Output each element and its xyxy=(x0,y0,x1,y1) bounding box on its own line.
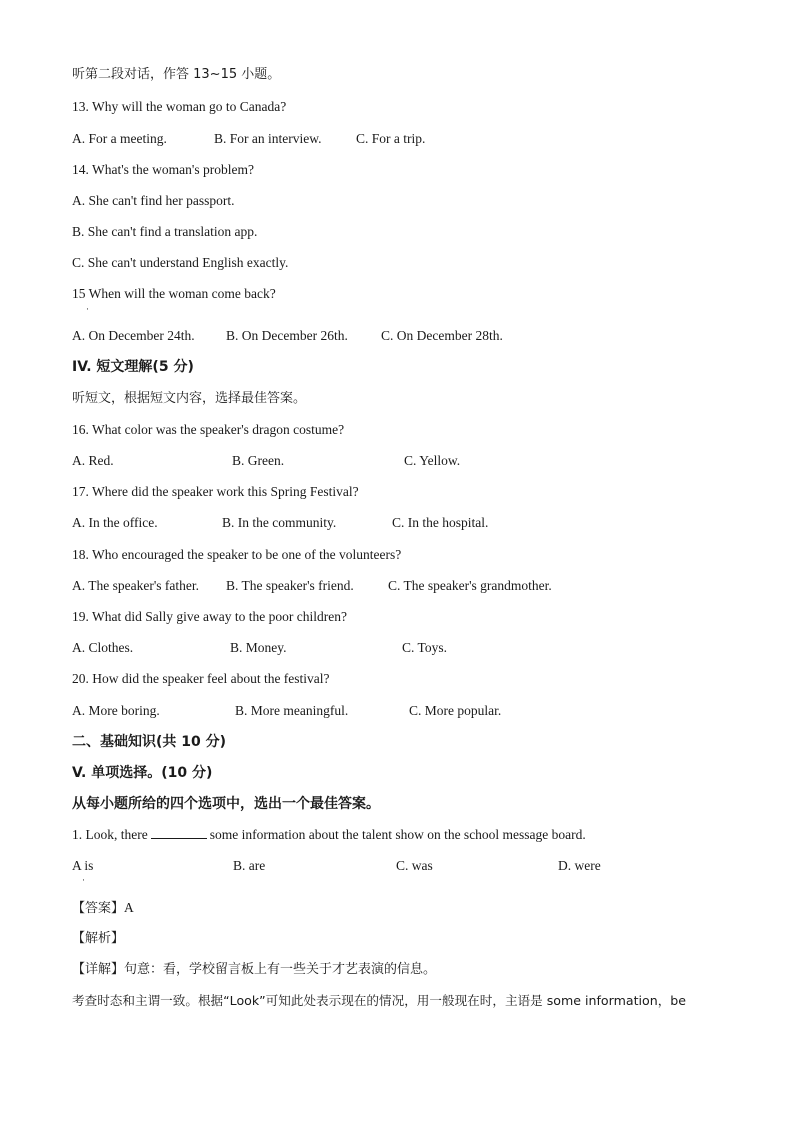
q15-option-a: A. On December 24th. xyxy=(72,328,195,343)
q18-option-a: A. The speaker's father. xyxy=(72,578,200,593)
q19-option-a: A. Clothes. xyxy=(72,640,134,655)
detail-text: 句意：看，学校留言板上有一些关于才艺表演的信息。 xyxy=(124,962,437,977)
mc1-option-d: D. were xyxy=(558,858,601,873)
q13-option-a: A. For a meeting. xyxy=(72,131,167,146)
answer-line xyxy=(72,899,134,918)
q13-option-c: C. For a trip. xyxy=(356,131,426,146)
question-15: 15 When will the woman come back? xyxy=(72,286,276,301)
question-16: 16. What color was the speaker's dragon costume? xyxy=(72,422,345,437)
section-5-instruction: 从每小题所给的四个选项中，选出一个最佳答案。 xyxy=(72,796,380,812)
q17-option-c: C. In the hospital. xyxy=(392,515,489,530)
q20-option-c: C. More popular. xyxy=(409,703,502,718)
section-4-heading: IV. 短文理解(5 分) xyxy=(72,359,194,375)
part-2-heading: 二、基础知识(共 10 分) xyxy=(72,734,227,750)
q16-option-c: C. Yellow. xyxy=(404,453,461,468)
question-19: 19. What did Sally give away to the poor children? xyxy=(72,609,347,624)
q17-option-a: A. In the office. xyxy=(72,515,158,530)
question-14: 14. What's the woman's problem? xyxy=(72,162,254,177)
question-17: 17. Where did the speaker work this Spring Festival? xyxy=(72,484,359,499)
q16-option-a: A. Red. xyxy=(72,453,114,468)
question-18: 18. Who encouraged the speaker to be one of the volunteers? xyxy=(72,547,402,562)
q14-option-a: A. She can't find her passport. xyxy=(72,193,235,208)
q14-option-c: C. She can't understand English exactly. xyxy=(72,255,289,270)
section-5-heading: V. 单项选择。(10 分) xyxy=(72,765,213,781)
q20-option-a: A. More boring. xyxy=(72,703,160,718)
q13-option-b: B. For an interview. xyxy=(214,131,322,146)
mc1-option-c: C. was xyxy=(396,858,433,873)
q18-option-b: B. The speaker's friend. xyxy=(226,578,354,593)
stray-dot-2: · xyxy=(82,875,85,885)
q17-option-b: B. In the community. xyxy=(222,515,337,530)
q20-option-b: B. More meaningful. xyxy=(235,703,349,718)
question-13: 13. Why will the woman go to Canada? xyxy=(72,99,287,114)
q14-option-b: B. She can't find a translation app. xyxy=(72,224,258,239)
mc1-stem-before: 1. Look, there xyxy=(72,827,148,842)
dialogue-intro: 听第二段对话，作答 13~15 小题。 xyxy=(72,67,281,82)
detail-line xyxy=(72,961,436,979)
q19-option-c: C. Toys. xyxy=(402,640,447,655)
question-20: 20. How did the speaker feel about the festival? xyxy=(72,671,330,686)
q19-option-b: B. Money. xyxy=(230,640,287,655)
mc1-stem-after: some information about the talent show on the school message board. xyxy=(209,827,586,842)
stray-dot: · xyxy=(86,304,89,314)
analysis-label: 【解析】 xyxy=(72,931,125,946)
answer-value: A xyxy=(124,900,134,915)
q15-option-b: B. On December 26th. xyxy=(226,328,348,343)
detail-label: 【详解】 xyxy=(72,962,125,977)
mc-question-1 xyxy=(72,826,586,844)
mc1-option-b: B. are xyxy=(233,858,266,873)
analysis-explanation: 考查时态和主谓一致。根据“Look”可知此处表示现在的情况，用一般现在时，主语是 some information，be xyxy=(72,993,687,1008)
section-4-instruction: 听短文，根据短文内容，选择最佳答案。 xyxy=(72,391,307,406)
mc1-option-a: A is xyxy=(72,858,94,873)
q15-option-c: C. On December 28th. xyxy=(381,328,503,343)
answer-label: 【答案】 xyxy=(72,901,125,916)
q16-option-b: B. Green. xyxy=(232,453,285,468)
answer-blank xyxy=(151,826,207,839)
q18-option-c: C. The speaker's grandmother. xyxy=(388,578,552,593)
